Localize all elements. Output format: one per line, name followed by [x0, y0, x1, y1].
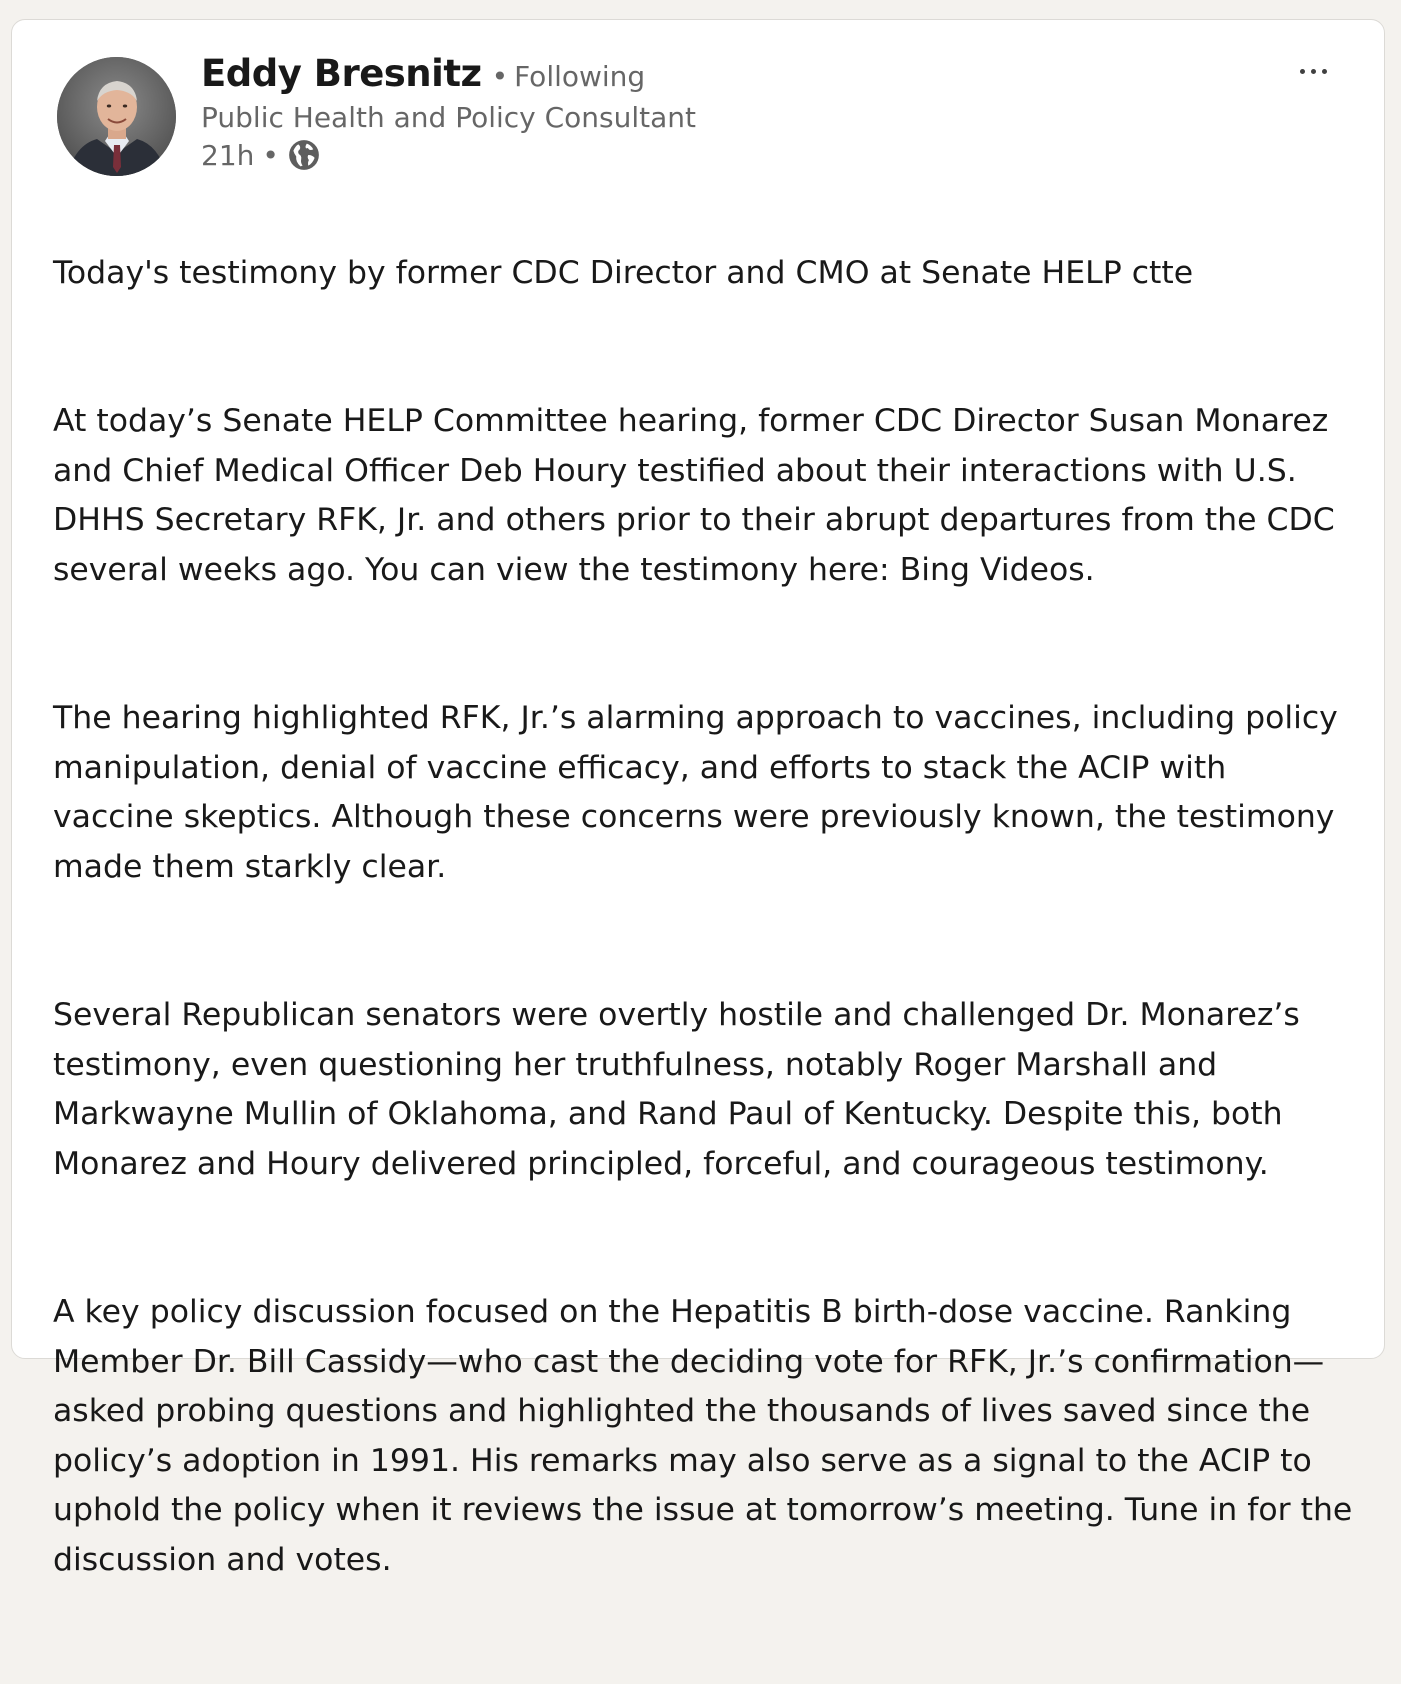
post-header — [201, 52, 696, 172]
more-horizontal-icon — [1300, 69, 1305, 74]
post-paragraph: Several Republican senators were overtly hostile and challenged Dr. Monarez’s testimony, even questioning her truthfulness, notably Roger Marshall and Markwayne Mullin of Oklahoma, and Rand Paul of Kentucky. Despite this, both Monarez and Houry delivered principled, forceful, and courageous testimony. — [53, 997, 1300, 1182]
separator-dot: • — [262, 138, 279, 172]
avatar-photo — [57, 57, 176, 176]
post-paragraph: A key policy discussion focused on the Hepatitis B birth-dose vaccine. Ranking Member Dr. Bill Cassidy—who cast the deciding vote for RFK, Jr.’s confirmation—asked probing questions and highlighted the thousands of lives saved since the policy’s adoption in 1991. His remarks may also serve as a signal to the ACIP to uphold the policy when it reviews the issue at tomorrow’s meeting. Tune in for the discussion and votes. — [53, 1294, 1353, 1578]
separator-dot: • — [491, 60, 509, 93]
post-meta — [201, 138, 696, 172]
post-paragraph: At today’s Senate HELP Committee hearing, former CDC Director Susan Monarez and Chief Medical Officer Deb Houry testified about their interactions with U.S. DHHS Secretary RFK, Jr. and others prior to their abrupt departures from the CDC several weeks ago. You can view the testimony here: Bing Videos. — [53, 403, 1335, 588]
post-card — [11, 19, 1385, 1578]
author-name[interactable]: Eddy Bresnitz — [201, 52, 482, 95]
globe-icon — [287, 138, 321, 172]
author-avatar[interactable] — [57, 57, 176, 176]
follow-status: Following — [514, 60, 646, 93]
post-time: 21h — [201, 138, 255, 172]
more-options-button[interactable] — [1290, 56, 1336, 86]
author-headline: Public Health and Policy Consultant — [201, 101, 697, 134]
more-dot — [1322, 69, 1327, 74]
author-name-line — [201, 52, 696, 95]
post-text — [53, 199, 1353, 1684]
post-paragraph: Today's testimony by former CDC Director and CMO at Senate HELP ctte — [53, 254, 1194, 291]
more-dot — [1311, 69, 1316, 74]
post-paragraph: The hearing highlighted RFK, Jr.’s alarming approach to vaccines, including policy manipulation, denial of vaccine efficacy, and efforts to stack the ACIP with vaccine skeptics. Although these concerns were previously known, the testimony made them starkly clear. — [53, 700, 1338, 885]
